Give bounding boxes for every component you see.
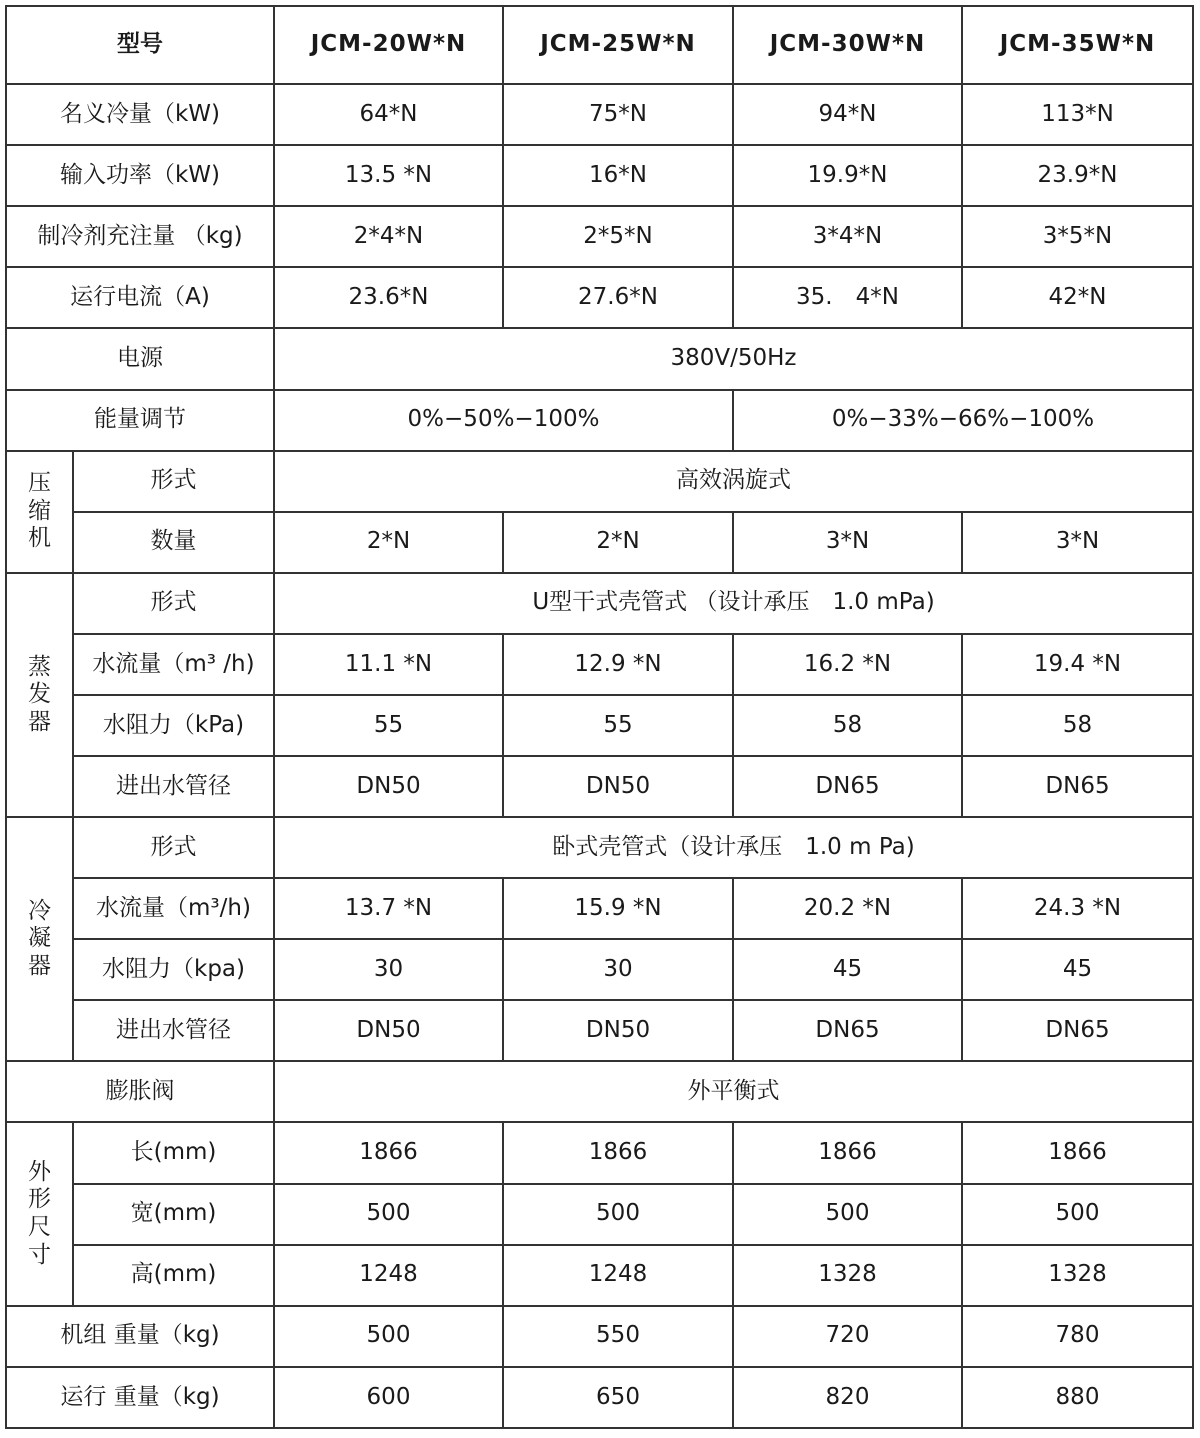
power-row (6, 145, 1193, 206)
row-label: 运行 重量（kg) (6, 1367, 274, 1428)
group-char: 冷 (28, 897, 51, 924)
cell-value: 27.6*N (503, 267, 733, 328)
cell-value: 高效涡旋式 (274, 451, 1193, 512)
group-char: 压 (28, 470, 51, 497)
cell-value: DN50 (274, 1000, 503, 1061)
cell-value: 880 (962, 1367, 1193, 1428)
condenser-pipe-row (6, 1000, 1193, 1061)
cell-value: 30 (274, 939, 503, 1000)
cell-value: 55 (503, 695, 733, 756)
cell-value: 外平衡式 (274, 1061, 1193, 1122)
group-char: 外 (28, 1158, 51, 1185)
cell-value: 94*N (733, 84, 962, 145)
cell-value: 1866 (274, 1122, 503, 1183)
cell-value: 1866 (503, 1122, 733, 1183)
energy-adjust-row (6, 390, 1193, 451)
row-label: 机组 重量（kg) (6, 1306, 274, 1367)
evaporator-group-label (6, 573, 73, 817)
row-label: 制冷剂充注量 （kg) (6, 206, 274, 267)
cell-value: DN50 (274, 756, 503, 817)
row-label: 数量 (73, 512, 274, 573)
cell-value: 113*N (962, 84, 1193, 145)
condenser-flow-row (6, 878, 1193, 939)
row-label: 形式 (73, 451, 274, 512)
row-label: 高(mm) (73, 1245, 274, 1306)
cell-value: 19.9*N (733, 145, 962, 206)
cell-value: 500 (962, 1184, 1193, 1245)
unit-weight-row (6, 1306, 1193, 1367)
cell-value: 35. 4*N (733, 267, 962, 328)
cell-value: 1248 (503, 1245, 733, 1306)
capacity-row (6, 84, 1193, 145)
cell-value: DN65 (733, 1000, 962, 1061)
cell-value: 45 (962, 939, 1193, 1000)
model-header: JCM-25W*N (503, 6, 733, 84)
condenser-type-row (6, 817, 1193, 878)
row-label: 输入功率（kW) (6, 145, 274, 206)
cell-value: 550 (503, 1306, 733, 1367)
cell-value: U型干式壳管式 （设计承压 1.0 mPa) (274, 573, 1193, 634)
cell-value: DN65 (962, 756, 1193, 817)
dimension-length-row (6, 1122, 1193, 1183)
evaporator-type-row (6, 573, 1193, 634)
row-label: 电源 (6, 328, 274, 389)
model-header: JCM-30W*N (733, 6, 962, 84)
cell-value: 20.2 *N (733, 878, 962, 939)
refrigerant-row (6, 206, 1193, 267)
cell-value: 820 (733, 1367, 962, 1428)
cell-value: 16.2 *N (733, 634, 962, 695)
cell-value: 75*N (503, 84, 733, 145)
cell-value: 2*N (274, 512, 503, 573)
group-char: 尺 (28, 1214, 51, 1241)
cell-value: 0%−50%−100% (274, 390, 733, 451)
cell-value: DN50 (503, 1000, 733, 1061)
cell-value: 卧式壳管式（设计承压 1.0 m Pa) (274, 817, 1193, 878)
row-label: 形式 (73, 817, 274, 878)
cell-value: 1248 (274, 1245, 503, 1306)
operating-weight-row (6, 1367, 1193, 1428)
cell-value: 500 (274, 1306, 503, 1367)
cell-value: 1328 (733, 1245, 962, 1306)
row-label: 水阻力（kpa) (73, 939, 274, 1000)
cell-value: 13.5 *N (274, 145, 503, 206)
cell-value: 3*4*N (733, 206, 962, 267)
condenser-resist-row (6, 939, 1193, 1000)
cell-value: 58 (733, 695, 962, 756)
dimension-height-row (6, 1245, 1193, 1306)
cell-value: 42*N (962, 267, 1193, 328)
compressor-type-row (6, 451, 1193, 512)
cell-value: 2*5*N (503, 206, 733, 267)
cell-value: 1866 (962, 1122, 1193, 1183)
cell-value: 3*5*N (962, 206, 1193, 267)
row-label: 水流量（m³ /h) (73, 634, 274, 695)
cell-value: DN50 (503, 756, 733, 817)
row-label: 名义冷量（kW) (6, 84, 274, 145)
group-char: 凝 (28, 925, 51, 952)
cell-value: 780 (962, 1306, 1193, 1367)
cell-value: 2*N (503, 512, 733, 573)
dimensions-group-label (6, 1122, 73, 1305)
row-label: 宽(mm) (73, 1184, 274, 1245)
cell-value: 720 (733, 1306, 962, 1367)
row-label: 膨胀阀 (6, 1061, 274, 1122)
model-header: JCM-20W*N (274, 6, 503, 84)
cell-value: 13.7 *N (274, 878, 503, 939)
header-row (6, 6, 1193, 84)
group-char: 寸 (28, 1241, 51, 1268)
cell-value: 500 (274, 1184, 503, 1245)
cell-value: 650 (503, 1367, 733, 1428)
group-char: 器 (28, 953, 51, 979)
model-header: JCM-35W*N (962, 6, 1193, 84)
cell-value: 1866 (733, 1122, 962, 1183)
row-label: 长(mm) (73, 1122, 274, 1183)
cell-value: 16*N (503, 145, 733, 206)
current-row (6, 267, 1193, 328)
cell-value: 19.4 *N (962, 634, 1193, 695)
cell-value: 2*4*N (274, 206, 503, 267)
compressor-group-label (6, 451, 73, 573)
evaporator-resist-row (6, 695, 1193, 756)
cell-value: 500 (503, 1184, 733, 1245)
cell-value: 11.1 *N (274, 634, 503, 695)
row-label: 形式 (73, 573, 274, 634)
cell-value: 64*N (274, 84, 503, 145)
cell-value: 600 (274, 1367, 503, 1428)
dimension-width-row (6, 1184, 1193, 1245)
evaporator-pipe-row (6, 756, 1193, 817)
row-label: 水阻力（kPa) (73, 695, 274, 756)
cell-value: 12.9 *N (503, 634, 733, 695)
cell-value: 3*N (962, 512, 1193, 573)
group-char: 形 (28, 1186, 51, 1213)
power-supply-row (6, 328, 1193, 389)
cell-value: 23.9*N (962, 145, 1193, 206)
cell-value: 23.6*N (274, 267, 503, 328)
cell-value: 24.3 *N (962, 878, 1193, 939)
cell-value: 380V/50Hz (274, 328, 1193, 389)
cell-value: 45 (733, 939, 962, 1000)
model-label: 型号 (6, 6, 274, 84)
cell-value: DN65 (733, 756, 962, 817)
cell-value: 55 (274, 695, 503, 756)
group-char: 蒸 (28, 653, 51, 680)
condenser-group-label (6, 817, 73, 1061)
row-label: 进出水管径 (73, 1000, 274, 1061)
cell-value: 0%−33%−66%−100% (733, 390, 1193, 451)
group-char: 发 (28, 681, 51, 708)
cell-value: 500 (733, 1184, 962, 1245)
row-label: 水流量（m³/h) (73, 878, 274, 939)
compressor-qty-row (6, 512, 1193, 573)
group-char: 器 (28, 708, 51, 735)
spec-table (5, 5, 1194, 1429)
row-label: 进出水管径 (73, 756, 274, 817)
expansion-valve-row (6, 1061, 1193, 1122)
row-label: 运行电流（A) (6, 267, 274, 328)
cell-value: DN65 (962, 1000, 1193, 1061)
group-char: 缩 (28, 497, 51, 524)
evaporator-flow-row (6, 634, 1193, 695)
row-label: 能量调节 (6, 390, 274, 451)
cell-value: 30 (503, 939, 733, 1000)
cell-value: 15.9 *N (503, 878, 733, 939)
group-char: 机 (28, 525, 51, 552)
cell-value: 58 (962, 695, 1193, 756)
cell-value: 1328 (962, 1245, 1193, 1306)
cell-value: 3*N (733, 512, 962, 573)
